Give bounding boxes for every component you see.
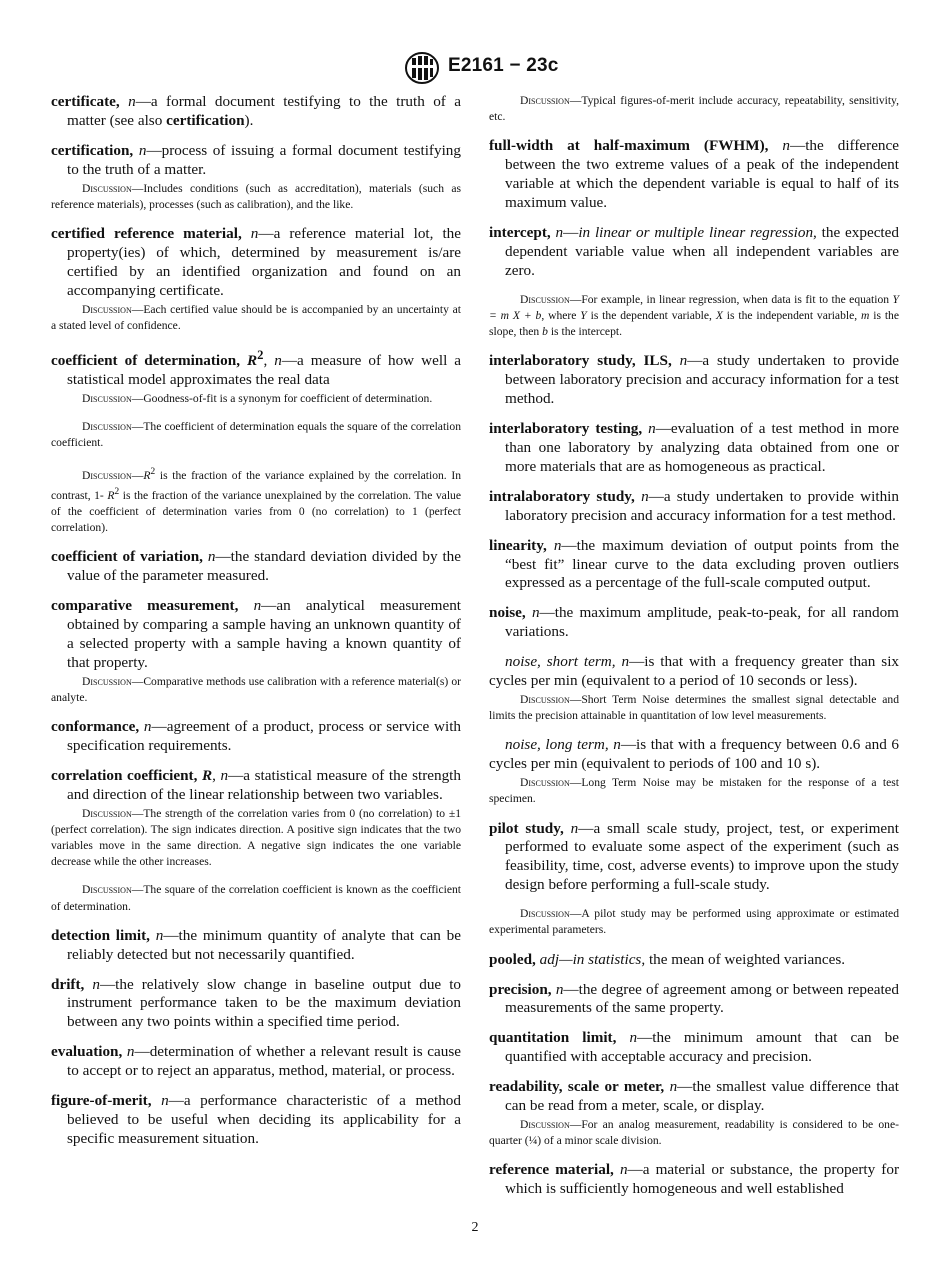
entry-certified-reference-material: certified reference material, n—a reference material lot, the property(ies) of which, determined by measurement is/are certified by an identified organization and found on an accompanying certificate. (51, 225, 461, 299)
discussion-note: Discussion—A pilot study may be performed using approximate or estimated experimental parameters. (489, 907, 899, 937)
entry-linearity: linearity, n—the maximum deviation of output points from the “best fit” linear curve to the data excluding proven outliers expressed as a percentage of the full-scale computed output. (489, 536, 899, 592)
entry-certificate: certificate, n—a formal document testifying to the truth of a matter (see also certification). (51, 93, 461, 129)
discussion-note: Discussion—The strength of the correlation varies from 0 (no correlation) to ±1 (perfect correlation). The sign indicates direction. A positive sign indicates that the two variables move in the same direction. A negative sign indicates the one variable decrease while the other increases. (51, 806, 461, 869)
discussion-note: Discussion—For example, in linear regression, when data is fit to the equation Y = m X + b, where Y is the dependent variable, X is the independent variable, m is the slope, then b is the intercept. (489, 292, 899, 339)
entry-readability: readability, scale or meter, n—the smallest value difference that can be read from a meter, scale, or display. (489, 1078, 900, 1115)
discussion-note: Discussion—Long Term Noise may be mistaken for the response of a test specimen. (489, 776, 899, 806)
entry-quantitation-limit: quantitation limit, n—the minimum amount that can be quantified with acceptable accuracy and precision. (489, 1029, 899, 1066)
discussion-note: Discussion—Includes conditions (such as accreditation), materials (such as reference materials), processes (such as calibration), and the like. (51, 181, 461, 211)
entry-comparative-measurement: comparative measurement, n—an analytical measurement obtained by comparing a sample having an unknown quantity of a selected property with a sample having a known quantity of that property. (51, 596, 462, 671)
discussion-note: $Discussion—R^2$ is the fraction of the variance explained by the correlation. In contrast, 1- $R^2$ is the fraction of the variance unexplained by the correlation. The value of the coefficient of determination varies from 0 (no correlation) to 1 (perfect correlation). (51, 465, 461, 534)
discussion-note: Discussion—Goodness-of-fit is a synonym for coefficient of determination. (82, 391, 433, 405)
entry-noise: noise, n—the maximum amplitude, peak-to-peak, for all random variations. (489, 604, 899, 641)
entry-detection-limit: detection limit, n—the minimum quantity of analyte that can be reliably detected but not necessarily quantified. (51, 926, 461, 963)
entry-noise-short-term: noise, short term, n—is that with a frequency greater than six cycles per min (equivalent to a period of 10 seconds or less). (489, 653, 900, 690)
discussion-note: Discussion—Comparative methods use calibration with a reference material(s) or analyte. (51, 674, 461, 704)
page-number: 2 (471, 1220, 479, 1235)
entry-fwhm: full-width at half-maximum (FWHM), n—the difference between the two extreme values of a peak of the independent variable at which the dependent variable is equal to half of its maximum value. (489, 137, 900, 212)
discussion-note: Discussion—Short Term Noise determines the smallest signal detectable and limits the precision attainable in quantitation of low level measurements. (489, 692, 899, 723)
entry-reference-material: reference material, n—a material or substance, the property for which is sufficiently homogeneous and well established (489, 1161, 899, 1198)
discussion-note: Discussion—The square of the correlation coefficient is known as the coefficient of determination. (51, 883, 461, 913)
entry-certification: certification, n—process of issuing a formal document testifying to the truth of a matter. (51, 141, 461, 178)
entry-interlaboratory-study: interlaboratory study, ILS, n—a study undertaken to provide between laboratory precision and accuracy information for a test method. (489, 352, 900, 408)
astm-logo-icon (404, 52, 440, 84)
entry-interlaboratory-testing: interlaboratory testing, n—evaluation of a test method in more than one laboratory by analyzing data obtained from one or more materials that are as homogeneous as practical. (489, 420, 900, 475)
entry-coefficient-of-variation: coefficient of variation, n—the standard deviation divided by the value of the parameter measured. (51, 548, 462, 584)
discussion-note: Discussion—For an analog measurement, readability is considered to be one-quarter (¼) of a minor scale division. (489, 1117, 899, 1148)
entry-drift: drift, n—the relatively slow change in baseline output due to instrument performance taken to be the maximum deviation between any two points within a specified time period. (51, 975, 462, 1031)
entry-correlation-coefficient: correlation coefficient, R, n—a statistical measure of the strength and direction of the linear relationship between two variables. (51, 766, 461, 803)
entry-intercept: intercept, n—in linear or multiple linear regression, the expected dependent variable value when all independent variables are zero. (489, 224, 899, 279)
entry-coefficient-of-determination: coefficient of determination, $R^2$, n—a measure of how well a statistical model approximates the real data (51, 348, 462, 389)
entry-precision: precision, n—the degree of agreement among or between repeated measurements of the same property. (489, 980, 899, 1017)
discussion-note: Discussion—The coefficient of determination equals the square of the correlation coefficient. (51, 420, 461, 450)
discussion-note: Discussion—Each certified value should be is accompanied by an uncertainty at a stated level of confidence. (51, 302, 461, 332)
right-column (489, 93, 899, 1210)
entry-pilot-study: pilot study, n—a small scale study, project, test, or experiment performed to evaluate some aspect of the experiment (such as feasibility, time, cost, adverse events) to improve upon the study design before performing a full-scale study. (489, 819, 899, 894)
entry-figure-of-merit: figure-of-merit, n—a performance characteristic of a method believed to be useful when deciding its applicability for a specific measurement situation. (51, 1092, 461, 1147)
entry-evaluation: evaluation, n—determination of whether a relevant result is cause to accept or to reject an apparatus, method, material, or process. (51, 1043, 461, 1080)
page-header (0, 52, 950, 84)
discussion-note: Discussion—Typical figures-of-merit include accuracy, repeatability, sensitivity, etc. (489, 94, 899, 124)
entry-pooled: pooled, adj—in statistics, the mean of weighted variances. (489, 950, 846, 968)
document-id: E2161 − 23c (448, 55, 559, 76)
entry-intralaboratory-study: intralaboratory study, n—a study undertaken to provide within laboratory precision and accuracy information for a test method. (489, 487, 899, 524)
left-column (51, 93, 461, 1160)
entry-noise-long-term: noise, long term, n—is that with a frequency between 0.6 and 6 cycles per min (equivalent to periods of 100 and 10 s). (489, 736, 900, 773)
entry-conformance: conformance, n—agreement of a product, process or service with specification requirements. (51, 717, 462, 754)
